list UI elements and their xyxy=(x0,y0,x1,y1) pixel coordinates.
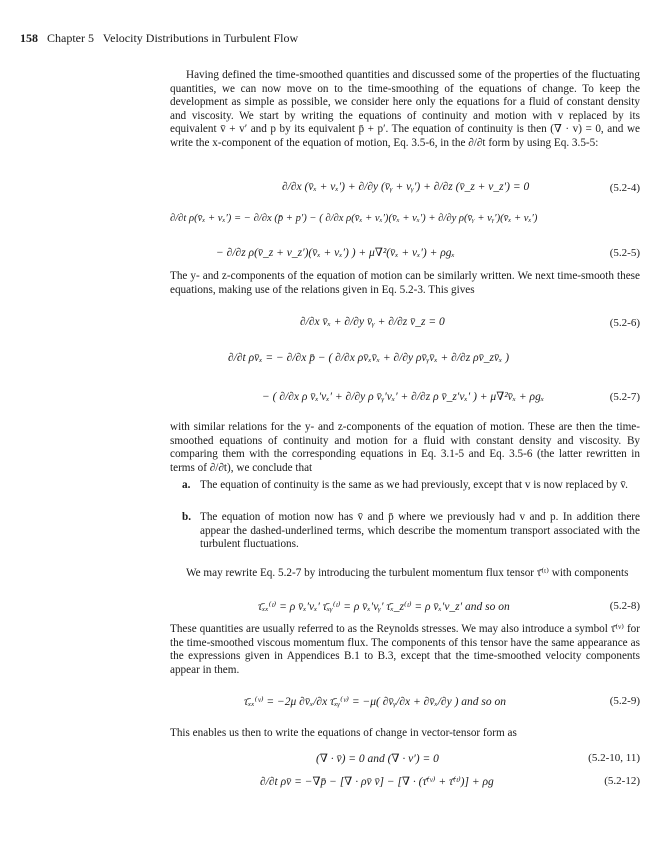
equation-number: (5.2-7) xyxy=(609,391,640,403)
equation-number: (5.2-12) xyxy=(604,775,640,787)
list-item-label: a. xyxy=(182,479,191,491)
chapter-label: Chapter 5 xyxy=(47,31,94,45)
list-item-label: b. xyxy=(182,511,192,523)
list-item-text: The equation of continuity is the same as we had previously, except that v is now replaced by v̄. xyxy=(200,479,628,491)
equation-5-2-4: ∂/∂x (v̄ₓ + vₓ′) + ∂/∂y (v̄ᵧ + vᵧ′) + ∂/∂z (v̄_z + v_z′) = 0 xyxy=(282,181,530,193)
paragraph-comparison: with similar relations for the y- and z-components of the equation of motion. These are then the time-smoothed equations of continuity and motion for a fluid with constant density and viscosity. By comparing them with the corresponding equations in Eq. 3.1-5 and Eq. 3.5-6 (the latter rewritten in terms of ∂/∂t), we conclude that xyxy=(170,421,640,474)
paragraph-turbulent-flux: We may rewrite Eq. 5.2-7 by introducing the turbulent momentum flux tensor τ̄⁽ᵗ⁾ with components xyxy=(186,567,629,579)
equation-number: (5.2-9) xyxy=(609,695,640,707)
equation-5-2-7-line2: − ( ∂/∂x ρ v̄ₓ′vₓ′ + ∂/∂y ρ v̄ᵧ′vₓ′ + ∂/∂z ρ v̄_z′vₓ′ ) + μ∇²v̄ₓ + ρgₓ xyxy=(262,391,545,403)
equation-number: (5.2-5) xyxy=(609,247,640,259)
paragraph-vector-form: This enables us then to write the equations of change in vector-tensor form as xyxy=(170,727,517,739)
equation-5-2-5-line2: − ∂/∂z ρ(v̄_z + v_z′)(v̄ₓ + vₓ′) ) + μ∇²(v̄ₓ + vₓ′) + ρgₓ xyxy=(216,247,455,259)
equation-number: (5.2-8) xyxy=(609,600,640,612)
equation-number: (5.2-10, 11) xyxy=(588,752,640,764)
list-item xyxy=(182,479,640,493)
equation-5-2-8: τ̄ₓₓ⁽ᵗ⁾ = ρ v̄ₓ′vₓ′ τ̄ₓᵧ⁽ᵗ⁾ = ρ v̄ₓ′vᵧ′ τ̄ₓ_z⁽ᵗ⁾ = ρ v̄ₓ′v_z′ and so on xyxy=(258,601,510,613)
paragraph-intro: Having defined the time-smoothed quantities and discussed some of the properties of the fluctuating quantities, we can now move on to the time-smoothing of the equations of change. To keep the development as simple as possible, we consider here only the equations for a fluid of constant density and viscosity. We start by writing the equations of continuity and motion with v replaced by its equivalent v̄ + v′ and p by its equivalent p̄ + p′. The equation of continuity is then (∇ · v) = 0, and we write the x-component of the equation of motion, Eq. 3.5-6, in the ∂/∂t form by using Eq. 3.5-5: xyxy=(170,69,640,149)
equation-5-2-12: ∂/∂t ρv̄ = −∇p̄ − [∇ · ρv̄ v̄] − [∇ · (τ̄⁽ᵛ⁾ + τ̄⁽ᵗ⁾)] + ρg xyxy=(260,776,494,788)
equation-5-2-6: ∂/∂x v̄ₓ + ∂/∂y v̄ᵧ + ∂/∂z v̄_z = 0 xyxy=(300,316,445,328)
list-item-text: The equation of motion now has v̄ and p̄ where we previously had v and p. In addition there appear the dashed-underlined terms, which describe the momentum transport associated with the turbulent fluctuations. xyxy=(200,511,640,551)
paragraph-time-smooth: The y- and z-components of the equation of motion can be similarly written. We next time-smooth these equations, making use of the relations given in Eq. 5.2-3. This gives xyxy=(170,270,640,296)
equation-5-2-7-line1: ∂/∂t ρv̄ₓ = − ∂/∂x p̄ − ( ∂/∂x ρv̄ₓv̄ₓ + ∂/∂y ρv̄ᵧv̄ₓ + ∂/∂z ρv̄_zv̄ₓ ) xyxy=(228,352,510,364)
equation-number: (5.2-6) xyxy=(609,317,640,329)
equation-5-2-5-line1: ∂/∂t ρ(v̄ₓ + vₓ′) = − ∂/∂x (p̄ + p′) − ( ∂/∂x ρ(v̄ₓ + vₓ′)(v̄ₓ + vₓ′) + ∂/∂y ρ(v̄ᵧ + vᵧ′)(v̄ₓ + vₓ′) xyxy=(170,213,538,224)
running-header xyxy=(20,31,298,46)
chapter-title: Velocity Distributions in Turbulent Flow xyxy=(102,31,299,45)
equation-number: (5.2-4) xyxy=(609,182,640,194)
paragraph-reynolds-stresses: These quantities are usually referred to as the Reynolds stresses. We may also introduce a symbol τ̄⁽ᵛ⁾ for the time-smoothed viscous momentum flux. The components of this tensor have the same appearance as the expressions given in Appendices B.1 to B.3, except that the time-smoothed velocity components appear in them. xyxy=(170,623,640,676)
equation-5-2-10-11: (∇ · v̄) = 0 and (∇ · v′) = 0 xyxy=(316,753,439,765)
list-item xyxy=(182,511,640,552)
equation-5-2-9: τ̄ₓₓ⁽ᵛ⁾ = −2μ ∂v̄ₓ/∂x τ̄ₓᵧ⁽ᵛ⁾ = −μ( ∂v̄ᵧ/∂x + ∂v̄ₓ/∂y ) and so on xyxy=(244,696,507,708)
page-number: 158 xyxy=(20,31,38,45)
